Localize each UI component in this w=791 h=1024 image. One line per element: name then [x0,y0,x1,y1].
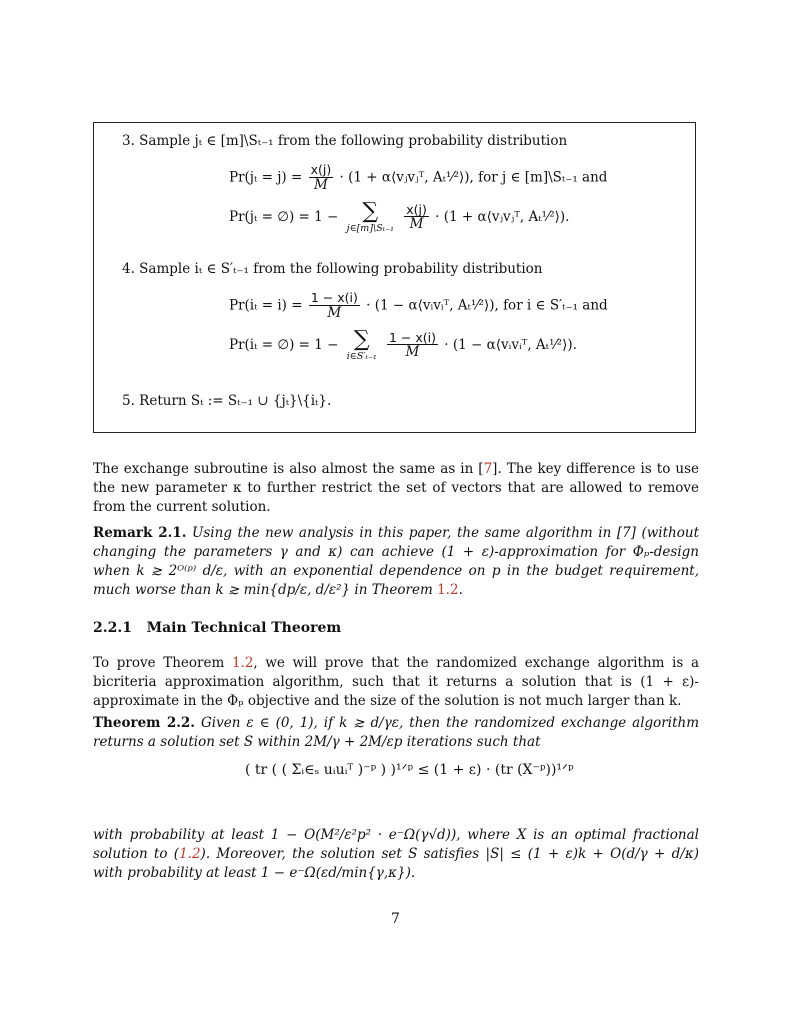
step3-equation-1: Pr(jₜ = j) = $\frac{x(j)}{M}$ · (1 + α⟨vⱼvⱼᵀ, Aₜ¹⁄²⟩), for j ∈ [m]\Sₜ₋₁ and [229,162,608,193]
theorem-label: Theorem 2.2. [93,715,196,731]
theorem-2-2: Theorem 2.2. Given ε ∈ (0, 1), if k ≳ d/γε, then the randomized exchange algorithm returns a solution set S within 2M/γ + 2M/εp iterations such that [93,715,700,750]
remark-2-1: Remark 2.1. Using the new analysis in this paper, the same algorithm in [7] (without changing the parameters γ and κ) can achieve (1 + ε)-approximation for Φₚ-design when k ≳ 2ᴼ⁽ᵖ⁾ d/ε, with an exponential dependence on p in the budget requirement, much worse than k ≳ min{dp/ε, d/ε²} in Theorem 1.2. [93,525,699,598]
theorem-ref-link[interactable]: 1.2 [437,582,459,598]
step4-equation-2: Pr(iₜ = ∅) = 1 − ∑ i∈S′ₜ₋₁ $\frac{1 - x(i)}{M}$ · (1 − α⟨vᵢvᵢᵀ, Aₜ¹⁄²⟩). [229,327,577,362]
fraction: $\frac{x(j)}{M}$ [310,162,332,193]
step-5: 5. Return Sₜ := Sₜ₋₁ ∪ {jₜ}\{iₜ}. [122,393,332,409]
prove-paragraph: To prove Theorem 1.2, we will prove that the randomized exchange algorithm is a bicriteria approximation algorithm, such that it returns a solution that is (1 + ε)-approximate in the Φₚ objective and the size of the solution is not much larger than k. [93,655,699,709]
section-heading: 2.2.1 Main Technical Theorem [93,620,342,636]
step3-equation-2: Pr(jₜ = ∅) = 1 − ∑ j∈[m]\Sₜ₋₁ $\frac{x(j)}{M}$ · (1 + α⟨vⱼvⱼᵀ, Aₜ¹⁄²⟩). [229,199,570,234]
citation-link[interactable]: 7 [483,461,493,477]
theorem-equation: ( tr ( ( Σᵢ∈ₛ uᵢuᵢᵀ )⁻ᵖ ) )¹ᐟᵖ ≤ (1 + ε) · (tr (X⁻ᵖ))¹ᐟᵖ [245,762,574,778]
equation-ref-link[interactable]: 1.2 [179,846,201,862]
algorithm-box [93,122,696,433]
summation: ∑ j∈[m]\Sₜ₋₁ [346,199,394,234]
step4-equation-1: Pr(iₜ = i) = $\frac{1 - x(i)}{M}$ · (1 − α⟨vᵢvᵢᵀ, Aₜ¹⁄²⟩), for i ∈ S′ₜ₋₁ and [229,290,608,321]
theorem-continuation: with probability at least 1 − O(M²/ε²p² · e⁻Ω(γ√d)), where X is an optimal fractional solution to (1.2). Moreover, the solution set S satisfies |S| ≤ (1 + ε)k + O(d/γ + d/κ) with probability at least 1 − e⁻Ω(εd/min{γ,κ}). [93,827,699,881]
remark-label: Remark 2.1. [93,525,187,541]
fraction: $\frac{1 - x(i)}{M}$ [310,290,358,321]
summation: ∑ i∈S′ₜ₋₁ [346,327,377,362]
step-4: 4. Sample iₜ ∈ S′ₜ₋₁ from the following probability distribution [122,261,543,277]
fraction: $\frac{1 - x(i)}{M}$ [388,329,436,361]
theorem-ref-link[interactable]: 1.2 [231,655,254,671]
exchange-paragraph: The exchange subroutine is also almost the same as in [7]. The key difference is to use the new parameter κ to further restrict the set of vectors that are allowed to remove from the current solution. [93,461,699,515]
page-number: 7 [391,911,400,927]
step-3: 3. Sample jₜ ∈ [m]\Sₜ₋₁ from the following probability distribution [122,133,568,149]
fraction: $\frac{x(j)}{M}$ [406,201,427,233]
